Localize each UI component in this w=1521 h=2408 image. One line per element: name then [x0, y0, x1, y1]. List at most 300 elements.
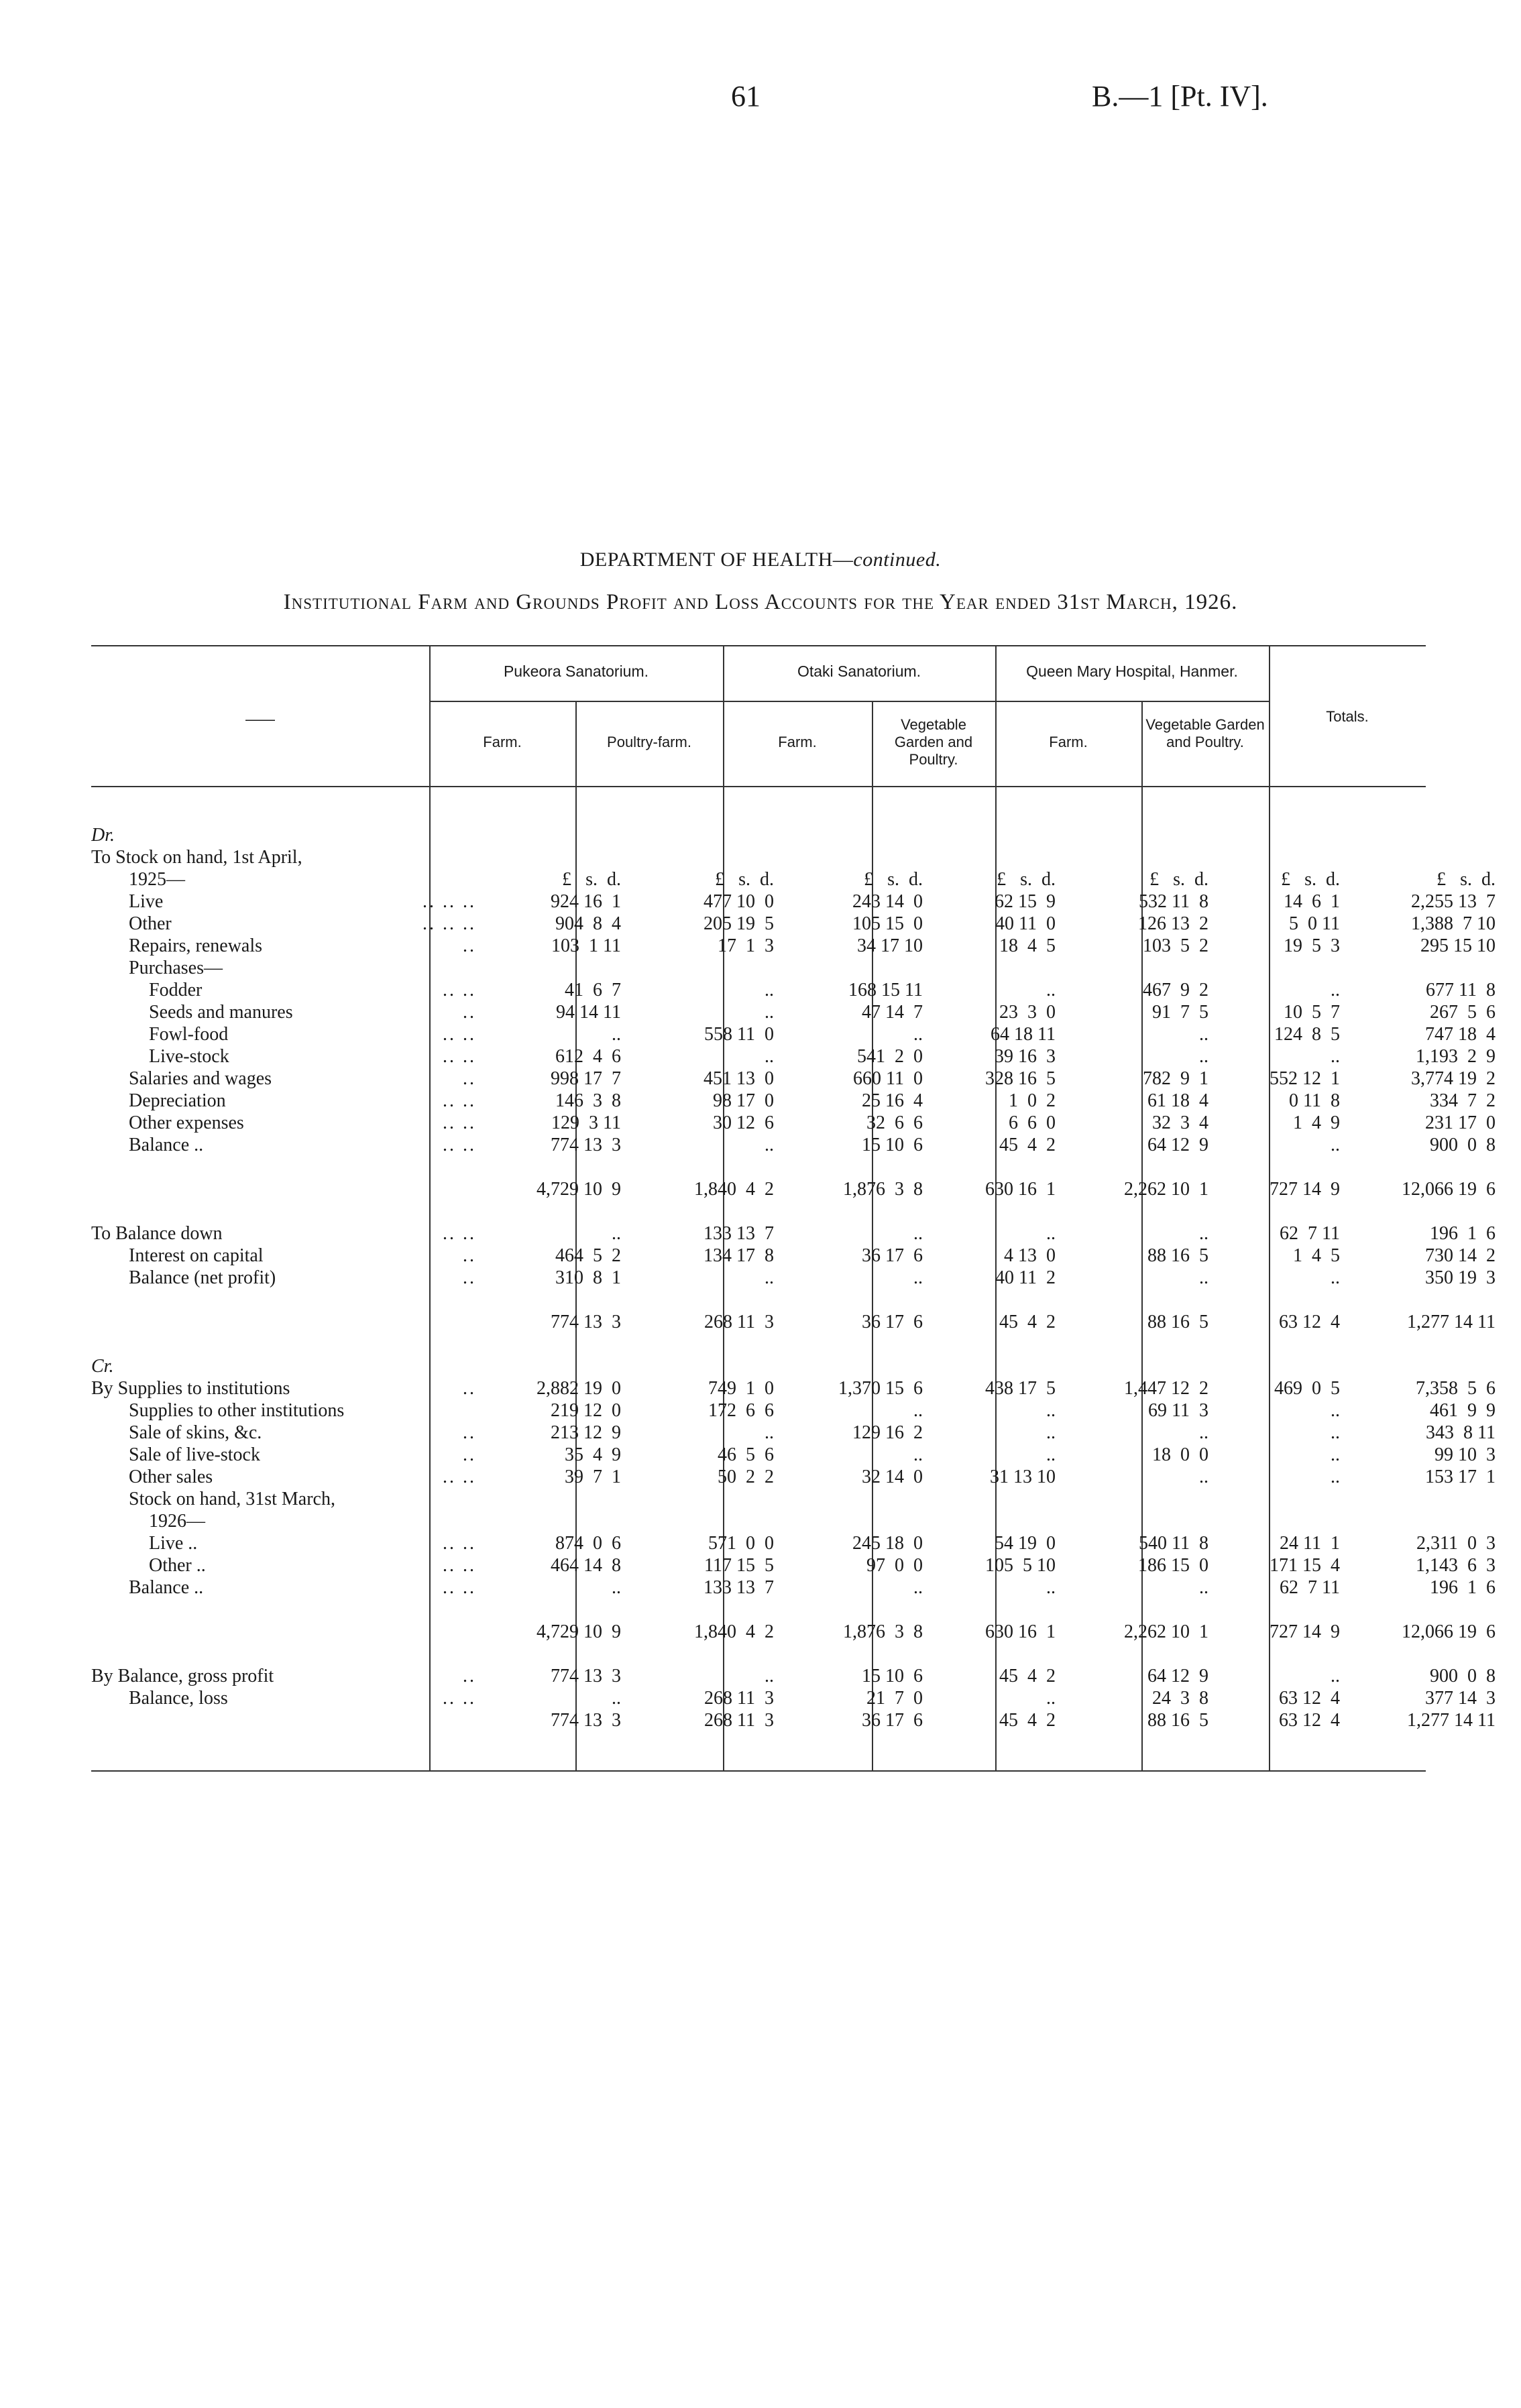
spacer-row: [91, 1333, 1502, 1355]
leader-dots: ..: [463, 1245, 476, 1266]
leader-dots: .. .. ..: [422, 891, 476, 912]
amount-cell: 469 0 5: [1274, 1378, 1340, 1399]
amount-cell: [628, 1355, 781, 1377]
amount-cell: 39 7 1: [565, 1467, 621, 1487]
amount-cell: [484, 1355, 628, 1377]
amount-cell: ..: [612, 1024, 621, 1045]
column-header-hanmer-vegetable: Vegetable Garden and Poultry.: [1145, 716, 1265, 750]
amount-cell: 88 16 5: [1147, 1312, 1208, 1332]
amount-cell: 1,143 6 3: [1416, 1555, 1496, 1576]
amount-cell: 268 11 3: [704, 1710, 774, 1731]
row-label: [91, 1665, 484, 1687]
amount-cell: 660 11 0: [853, 1068, 923, 1089]
amount-cell: 133 13 7: [703, 1223, 774, 1244]
amount-cell: [1215, 1510, 1347, 1532]
leader-dots: ..: [463, 1378, 476, 1399]
amount-cell: ..: [1331, 980, 1340, 1000]
amount-cell: 32 14 0: [862, 1467, 923, 1487]
amount-cell: 34 17 10: [857, 935, 923, 956]
amount-cell: £ s. d.: [562, 869, 621, 890]
amount-cell: 39 16 3: [995, 1046, 1056, 1067]
amount-cell: 1,876 3 8: [843, 1179, 923, 1200]
amount-cell: 63 12 4: [1279, 1312, 1340, 1332]
amount-cell: 88 16 5: [1147, 1245, 1208, 1266]
amount-cell: 2,255 13 7: [1411, 891, 1496, 912]
amount-cell: 464 5 2: [555, 1245, 621, 1266]
amount-cell: 532 11 8: [1139, 891, 1208, 912]
column-header-pukeora-poultry: Poultry-farm.: [607, 734, 691, 750]
amount-cell: £ s. d.: [1149, 869, 1208, 890]
spacer-cell: [91, 1599, 1502, 1621]
row-label: [91, 1245, 484, 1267]
amount-cell: 1,876 3 8: [843, 1621, 923, 1642]
amount-cell: 904 8 4: [555, 913, 621, 934]
group-header-queen-mary: Queen Mary Hospital, Hanmer.: [1026, 663, 1238, 680]
amount-cell: 328 16 5: [985, 1068, 1056, 1089]
amount-cell: 40 11 0: [995, 913, 1056, 934]
amount-cell: 1 4 9: [1293, 1112, 1340, 1133]
amount-cell: 540 11 8: [1139, 1533, 1208, 1554]
leader-dots: .. ..: [443, 1135, 476, 1155]
table-row: [91, 1510, 1502, 1532]
row-label: [91, 891, 484, 913]
row-label: [91, 1709, 484, 1731]
amount-cell: 245 18 0: [852, 1533, 923, 1554]
row-label-text: Fodder: [149, 980, 203, 1000]
table-top-rule: [91, 645, 1426, 646]
amount-cell: 97 0 0: [866, 1555, 923, 1576]
amount-cell: [1062, 1355, 1215, 1377]
row-label-text: Other sales: [129, 1467, 213, 1487]
table-row: [91, 1377, 1502, 1399]
table-row: [91, 1576, 1502, 1599]
amount-cell: 62 7 11: [1280, 1223, 1340, 1244]
amount-cell: 124 8 5: [1274, 1024, 1340, 1045]
amount-cell: 552 12 1: [1270, 1068, 1340, 1089]
amount-cell: ..: [1331, 1135, 1340, 1155]
row-label: [91, 1444, 484, 1466]
amount-cell: [1347, 846, 1502, 868]
row-label: [91, 1112, 484, 1134]
amount-cell: 105 5 10: [985, 1555, 1056, 1576]
amount-cell: 196 1 6: [1430, 1577, 1496, 1598]
amount-cell: 91 7 5: [1152, 1002, 1208, 1023]
amount-cell: 196 1 6: [1430, 1223, 1496, 1244]
column-header-hanmer-farm: Farm.: [1049, 734, 1088, 750]
amount-cell: 1,193 2 9: [1416, 1046, 1496, 1067]
amount-cell: 7,358 5 6: [1416, 1378, 1496, 1399]
row-label: [91, 1510, 484, 1532]
amount-cell: ..: [612, 1577, 621, 1598]
group-header-pukeora: Pukeora Sanatorium.: [503, 663, 649, 680]
amount-cell: ..: [1046, 1577, 1056, 1598]
amount-cell: [484, 1510, 628, 1532]
total-row: [91, 1621, 1502, 1643]
amount-cell: 343 8 11: [1426, 1422, 1496, 1443]
amount-cell: 129 3 11: [551, 1112, 621, 1133]
amount-cell: 1,840 4 2: [694, 1179, 774, 1200]
column-header-pukeora-farm: Farm.: [483, 734, 522, 750]
amount-cell: ..: [765, 980, 774, 1000]
amount-cell: 438 17 5: [985, 1378, 1056, 1399]
amount-cell: [484, 957, 628, 979]
amount-cell: 219 12 0: [551, 1400, 621, 1421]
amount-cell: ..: [1199, 1223, 1208, 1244]
group-header-rule: [429, 701, 1269, 702]
spacer-row: [91, 1643, 1502, 1665]
amount-cell: [628, 957, 781, 979]
amount-cell: 64 12 9: [1147, 1135, 1208, 1155]
leader-dots: .. ..: [443, 1223, 476, 1244]
amount-cell: ..: [1331, 1422, 1340, 1443]
amount-cell: 295 15 10: [1420, 935, 1496, 956]
amount-cell: 99 10 3: [1434, 1444, 1496, 1465]
amount-cell: 105 15 0: [852, 913, 923, 934]
amount-cell: ..: [1199, 1422, 1208, 1443]
table-title: Institutional Farm and Grounds Profit and Loss Accounts for the Year ended 31st March, 1926.: [283, 590, 1238, 614]
row-label-text: Balance, loss: [129, 1688, 228, 1709]
row-label: [91, 979, 484, 1001]
amount-cell: ..: [1331, 1267, 1340, 1288]
leader-dots: .. ..: [443, 1688, 476, 1709]
row-label-text: Other: [129, 913, 172, 934]
page-number: 61: [731, 80, 760, 113]
amount-cell: 25 16 4: [862, 1090, 923, 1111]
amount-cell: 350 19 3: [1425, 1267, 1496, 1288]
table-row: [91, 1267, 1502, 1289]
amount-cell: 45 4 2: [999, 1312, 1056, 1332]
amount-cell: 5 0 11: [1289, 913, 1340, 934]
amount-cell: 19 5 3: [1284, 935, 1340, 956]
amount-cell: 36 17 6: [862, 1312, 923, 1332]
department-title: [0, 549, 1521, 571]
amount-cell: ..: [612, 1223, 621, 1244]
row-label: [91, 1687, 484, 1709]
amount-cell: 94 14 11: [556, 1002, 621, 1023]
amount-cell: 10 5 7: [1284, 1002, 1340, 1023]
amount-cell: 15 10 6: [862, 1135, 923, 1155]
amount-cell: 334 7 2: [1430, 1090, 1496, 1111]
row-label: [91, 846, 484, 868]
amount-cell: [628, 846, 781, 868]
amount-cell: 1,388 7 10: [1411, 913, 1496, 934]
leader-dots: ..: [463, 1444, 476, 1465]
amount-cell: 45 4 2: [999, 1710, 1056, 1731]
table-row: [91, 913, 1502, 935]
row-label-text: Live: [129, 891, 164, 912]
table-row: [91, 1554, 1502, 1576]
column-header-otaki-farm: Farm.: [778, 734, 817, 750]
amount-cell: ..: [913, 1400, 923, 1421]
row-label-text: Depreciation: [129, 1090, 226, 1111]
table-bottom-rule: [91, 1770, 1426, 1772]
amount-cell: 88 16 5: [1147, 1710, 1208, 1731]
row-label: [91, 824, 484, 846]
table-row: [91, 979, 1502, 1001]
table-row: [91, 957, 1502, 979]
amount-cell: 3,774 19 2: [1411, 1068, 1496, 1089]
leader-dots: ..: [463, 1666, 476, 1686]
amount-cell: ..: [1331, 1046, 1340, 1067]
amount-cell: [1062, 1488, 1215, 1510]
amount-cell: 231 17 0: [1425, 1112, 1496, 1133]
amount-cell: 24 3 8: [1152, 1688, 1208, 1709]
table-row: [91, 1023, 1502, 1045]
table-row: [91, 1466, 1502, 1488]
spacer-cell: [91, 1333, 1502, 1355]
row-label-text: 1926—: [149, 1511, 205, 1532]
table-row: [91, 935, 1502, 957]
section-row: [91, 1355, 1502, 1377]
table-row: [91, 1399, 1502, 1422]
spacer-row: [91, 1289, 1502, 1311]
amount-cell: [929, 824, 1062, 846]
amount-cell: £ s. d.: [1281, 869, 1340, 890]
row-label: [91, 1422, 484, 1444]
amount-cell: 2,262 10 1: [1124, 1621, 1208, 1642]
amount-cell: 2,262 10 1: [1124, 1179, 1208, 1200]
amount-cell: 172 6 6: [708, 1400, 774, 1421]
amount-cell: ..: [1199, 1577, 1208, 1598]
amount-cell: [781, 846, 929, 868]
row-label-text: Sale of live-stock: [129, 1444, 260, 1465]
amount-cell: ..: [1331, 1400, 1340, 1421]
column-header-rule: [91, 786, 1426, 787]
amount-cell: 64 12 9: [1147, 1666, 1208, 1686]
amount-cell: 998 17 7: [551, 1068, 621, 1089]
amount-cell: 268 11 3: [704, 1312, 774, 1332]
amount-cell: 31 13 10: [990, 1467, 1056, 1487]
amount-cell: ..: [1046, 1422, 1056, 1443]
amount-cell: 69 11 3: [1148, 1400, 1208, 1421]
amount-cell: 4,729 10 9: [537, 1621, 621, 1642]
leader-dots: ..: [463, 1267, 476, 1288]
leader-dots: .. ..: [443, 1533, 476, 1554]
row-label: [91, 1532, 484, 1554]
amount-cell: 461 9 9: [1430, 1400, 1496, 1421]
spacer-cell: [91, 1643, 1502, 1665]
amount-cell: 774 13 3: [551, 1135, 621, 1155]
table-row: [91, 1112, 1502, 1134]
row-label-text: Cr.: [91, 1356, 114, 1377]
table-row: [91, 1245, 1502, 1267]
amount-cell: [929, 846, 1062, 868]
amount-cell: 612 4 6: [555, 1046, 621, 1067]
amount-cell: [1062, 824, 1215, 846]
department-title-continued: continued.: [853, 549, 942, 571]
amount-cell: ..: [1046, 980, 1056, 1000]
amount-cell: ..: [913, 1267, 923, 1288]
column-header-otaki-vegetable: Vegetable Garden and Poultry.: [894, 716, 973, 768]
amount-cell: ..: [1199, 1024, 1208, 1045]
amount-cell: 12,066 19 6: [1402, 1621, 1496, 1642]
row-label-text: Repairs, renewals: [129, 935, 263, 956]
row-label: [91, 1023, 484, 1045]
amount-cell: 168 15 11: [848, 980, 923, 1000]
spacer-row: [91, 1599, 1502, 1621]
column-header-totals: Totals.: [1326, 708, 1369, 725]
amount-cell: 36 17 6: [862, 1710, 923, 1731]
amount-cell: [781, 1510, 929, 1532]
amount-cell: 900 0 8: [1430, 1666, 1496, 1686]
amount-cell: 24 11 1: [1280, 1533, 1340, 1554]
amount-cell: [1062, 1510, 1215, 1532]
row-label-text: Fowl-food: [149, 1024, 229, 1045]
amount-cell: ..: [765, 1002, 774, 1023]
amount-cell: 61 18 4: [1147, 1090, 1208, 1111]
amount-cell: ..: [1046, 1223, 1056, 1244]
amount-cell: ..: [1331, 1666, 1340, 1686]
amount-cell: 571 0 0: [708, 1533, 774, 1554]
table-row: [91, 1665, 1502, 1687]
row-label: [91, 1001, 484, 1023]
amount-cell: 924 16 1: [551, 891, 621, 912]
amount-cell: [929, 1488, 1062, 1510]
table-row: [91, 1488, 1502, 1510]
row-label: [91, 935, 484, 957]
row-label: [91, 1621, 484, 1643]
table-row: [91, 891, 1502, 913]
amount-cell: 727 14 9: [1270, 1621, 1340, 1642]
amount-cell: ..: [1199, 1046, 1208, 1067]
table-row: [91, 1045, 1502, 1068]
row-label: [91, 1222, 484, 1245]
amount-cell: 451 13 0: [703, 1068, 774, 1089]
amount-cell: 63 12 4: [1279, 1710, 1340, 1731]
total-row: [91, 1709, 1502, 1731]
amount-cell: 146 3 8: [555, 1090, 621, 1111]
amount-cell: 630 16 1: [985, 1621, 1056, 1642]
leader-dots: .. ..: [443, 1024, 476, 1045]
amount-cell: 6 6 0: [1009, 1112, 1056, 1133]
amount-cell: ..: [913, 1223, 923, 1244]
amount-cell: [1215, 957, 1347, 979]
amount-cell: ..: [765, 1422, 774, 1443]
row-label: [91, 1466, 484, 1488]
row-label: [91, 868, 484, 891]
amount-cell: ..: [1046, 1688, 1056, 1709]
amount-cell: £ s. d.: [1436, 869, 1496, 890]
row-label: [91, 1068, 484, 1090]
leader-dots: .. .. ..: [422, 913, 476, 934]
amount-cell: 98 17 0: [713, 1090, 774, 1111]
amount-cell: ..: [1199, 1267, 1208, 1288]
amount-cell: 1 4 5: [1293, 1245, 1340, 1266]
amount-cell: 18 0 0: [1152, 1444, 1208, 1465]
amount-cell: [1347, 957, 1502, 979]
row-label: [91, 913, 484, 935]
leader-dots: .. ..: [443, 1112, 476, 1133]
amount-cell: [781, 824, 929, 846]
amount-cell: 62 15 9: [995, 891, 1056, 912]
table-row: [91, 1090, 1502, 1112]
amount-cell: 15 10 6: [862, 1666, 923, 1686]
leader-dots: ..: [463, 1068, 476, 1089]
leader-dots: .. ..: [443, 1090, 476, 1111]
amount-cell: 45 4 2: [999, 1135, 1056, 1155]
row-label: [91, 1178, 484, 1200]
amount-cell: 774 13 3: [551, 1312, 621, 1332]
amount-cell: 32 6 6: [866, 1112, 923, 1133]
amount-cell: [1347, 824, 1502, 846]
row-label: [91, 1576, 484, 1599]
spacer-cell: [91, 1156, 1502, 1178]
leader-dots: .. ..: [443, 1577, 476, 1598]
table-row: [91, 1001, 1502, 1023]
amount-cell: ..: [1331, 1444, 1340, 1465]
amount-cell: 4 13 0: [1004, 1245, 1056, 1266]
amount-cell: 46 5 6: [718, 1444, 774, 1465]
table-row: [91, 846, 1502, 868]
amount-cell: 2,311 0 3: [1416, 1533, 1496, 1554]
amount-cell: 1,370 15 6: [838, 1378, 923, 1399]
row-label: [91, 1488, 484, 1510]
amount-cell: ..: [1199, 1467, 1208, 1487]
amount-cell: ..: [765, 1666, 774, 1686]
amount-cell: 153 17 1: [1425, 1467, 1496, 1487]
row-label: [91, 1554, 484, 1576]
row-label-text: Live-stock: [149, 1046, 229, 1067]
amount-cell: 17 1 3: [718, 935, 774, 956]
amount-cell: [628, 1488, 781, 1510]
row-label-text: Supplies to other institutions: [129, 1400, 345, 1421]
amount-cell: 1,840 4 2: [694, 1621, 774, 1642]
row-label: [91, 1134, 484, 1156]
amount-cell: 310 8 1: [555, 1267, 621, 1288]
amount-cell: [628, 824, 781, 846]
amount-cell: [1215, 824, 1347, 846]
amount-cell: 103 1 11: [551, 935, 621, 956]
amount-cell: 41 6 7: [565, 980, 621, 1000]
spacer-row: [91, 1200, 1502, 1222]
row-label: [91, 1399, 484, 1422]
amount-cell: [1347, 1510, 1502, 1532]
amount-cell: [781, 1488, 929, 1510]
amount-cell: [929, 1355, 1062, 1377]
row-label-text: To Stock on hand, 1st April,: [91, 847, 302, 868]
department-title-main: DEPARTMENT OF HEALTH—: [579, 549, 854, 571]
amount-cell: 45 4 2: [999, 1666, 1056, 1686]
amount-cell: 18 4 5: [999, 935, 1056, 956]
amount-cell: [484, 846, 628, 868]
table-row: [91, 1532, 1502, 1554]
amount-cell: 782 9 1: [1143, 1068, 1208, 1089]
row-label-text: Interest on capital: [129, 1245, 264, 1266]
amount-cell: 117 15 5: [704, 1555, 774, 1576]
row-label-text: 1925—: [129, 869, 185, 890]
amount-cell: 50 2 2: [718, 1467, 774, 1487]
amount-cell: 677 11 8: [1426, 980, 1496, 1000]
amount-cell: [1062, 957, 1215, 979]
amount-cell: 541 2 0: [857, 1046, 923, 1067]
amount-cell: £ s. d.: [997, 869, 1056, 890]
amount-cell: 2,882 19 0: [537, 1378, 621, 1399]
amount-cell: [1215, 1355, 1347, 1377]
leader-dots: ..: [463, 1422, 476, 1443]
row-label: [91, 1090, 484, 1112]
amount-cell: 1 0 2: [1009, 1090, 1056, 1111]
table-row: [91, 1422, 1502, 1444]
row-label: [91, 1377, 484, 1399]
row-label-text: To Balance down: [91, 1223, 223, 1244]
amount-cell: 213 12 9: [551, 1422, 621, 1443]
table-row: [91, 1444, 1502, 1466]
stub-header: ——: [245, 711, 275, 728]
amount-cell: £ s. d.: [715, 869, 774, 890]
amount-cell: [1347, 1355, 1502, 1377]
amount-cell: 54 19 0: [995, 1533, 1056, 1554]
row-label-text: By Supplies to institutions: [91, 1378, 290, 1399]
